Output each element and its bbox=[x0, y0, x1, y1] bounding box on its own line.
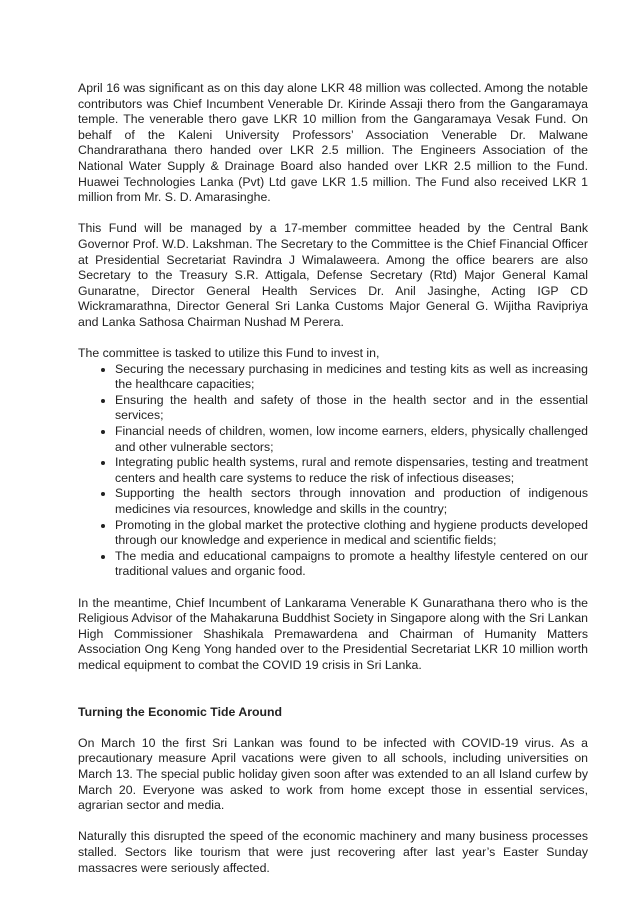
committee-tasks-list bbox=[78, 362, 588, 580]
paragraph-committee-tasks-intro: The committee is tasked to utilize this Fund to invest in, bbox=[78, 346, 380, 361]
paragraph-committee-members: This Fund will be managed by a 17-member committee headed by the Central Bank Governor Prof. W.D. Lakshman. The Secretary to the Committee is the Chief Financial Officer at Presidential Secretariat Ravindra J Wimalaweera. Among the office bearers are also Secretary to the Treasury S.R. Attigala, Defense Secretary (Rtd) Major General Kamal Gunaratne, Director General Health Services Dr. Anil Jasinghe, Acting IGP CD Wickramarathna, Director General Sri Lanka Customs Major General G. Wijitha Ravipriya and Lanka Sathosa Chairman Nushad M Perera. bbox=[78, 221, 588, 329]
list-item: • Ensuring the health and safety of those in the health sector and in the essential services; bbox=[115, 393, 588, 424]
section-heading: Turning the Economic Tide Around bbox=[78, 704, 283, 719]
document-page bbox=[78, 81, 588, 876]
list-item: • Promoting in the global market the protective clothing and hygiene products developed through our knowledge and experience in medical and scientific fields; bbox=[115, 518, 588, 549]
list-item: • Integrating public health systems, rural and remote dispensaries, testing and treatment centers and health care systems to reduce the risk of infectious diseases; bbox=[115, 455, 588, 486]
list-item: • Supporting the health sectors through innovation and production of indigenous medicines via resources, knowledge and skills in the country; bbox=[115, 486, 588, 517]
paragraph-medical-equipment-donation: In the meantime, Chief Incumbent of Lankarama Venerable K Gunarathana thero who is the Religious Advisor of the Mahakaruna Buddhist Society in Singapore along with the Sri Lankan High Commissioner Shashikala Premawardena and Chairman of Humanity Matters Association Ong Keng Yong handed over to the Presidential Secretariat LKR 10 million worth medical equipment to combat the COVID 19 crisis in Sri Lanka. bbox=[78, 595, 588, 672]
list-item: • Financial needs of children, women, low income earners, elders, physically challenged and other vulnerable sectors; bbox=[115, 424, 588, 455]
list-item: • Securing the necessary purchasing in medicines and testing kits as well as increasing the healthcare capacities; bbox=[115, 362, 588, 393]
paragraph-economic-impact: Naturally this disrupted the speed of the economic machinery and many business processes stalled. Sectors like tourism that were just recovering after last year’s Easter Sunday massacres were seriously affected. bbox=[78, 829, 588, 875]
list-item: • The media and educational campaigns to promote a healthy lifestyle centered on our traditional values and organic food. bbox=[115, 549, 588, 580]
paragraph-fund-contributions: April 16 was significant as on this day alone LKR 48 million was collected. Among the notable contributors was Chief Incumbent Venerable Dr. Kirinde Assaji thero from the Gangaramaya temple. The venerable thero gave LKR 10 million from the Gangaramaya Vesak Fund. On behalf of the Kaleni University Professors’ Association Venerable Dr. Malwane Chandrarathana thero handed over LKR 2.5 million. The Engineers Association of the National Water Supply & Drainage Board also handed over LKR 2.5 million to the Fund. Huawei Technologies Lanka (Pvt) Ltd gave LKR 1.5 million. The Fund also received LKR 1 million from Mr. S. D. Amarasinghe. bbox=[78, 81, 588, 205]
paragraph-covid-timeline: On March 10 the first Sri Lankan was found to be infected with COVID-19 virus. As a precautionary measure April vacations were given to all schools, including universities on March 13. The special public holiday given soon after was extended to an all Island curfew by March 20. Everyone was asked to work from home except those in essential services, agrarian sector and media. bbox=[78, 735, 588, 813]
